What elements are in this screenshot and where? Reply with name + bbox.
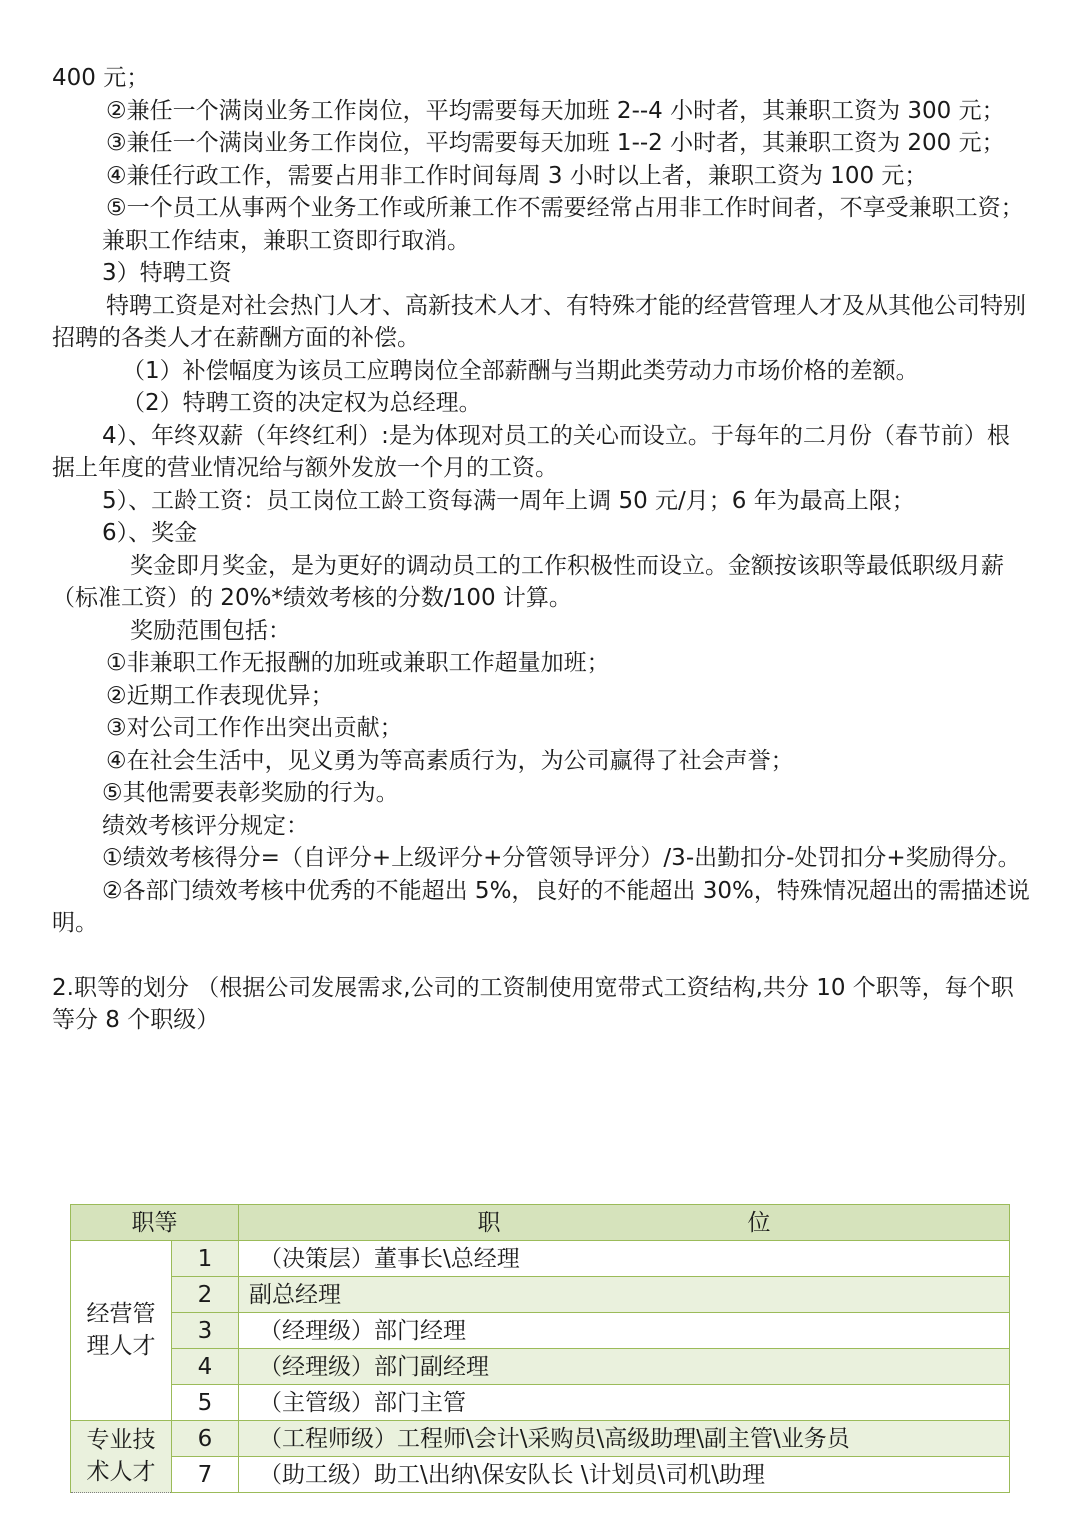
paragraph: （1）补偿幅度为该员工应聘岗位全部薪酬与当期此类劳动力市场价格的差额。 (122, 357, 919, 384)
grade-number: 3 (172, 1313, 239, 1349)
paragraph: 4）、年终双薪（年终红利）:是为体现对员工的关心而设立。于每年的二月份（春节前）根据上年度的营业情况给与额外发放一个月的工资。 (52, 422, 1010, 481)
table-row (71, 1349, 1010, 1385)
table-row (71, 1241, 1010, 1277)
grade-number: 6 (172, 1421, 239, 1457)
paragraph: ④在社会生活中，见义勇为等高素质行为，为公司赢得了社会声誉； (106, 747, 794, 774)
header-position-char-2: 位 (747, 1209, 771, 1236)
grade-number: 1 (172, 1241, 239, 1277)
position-cell: （助工级）助工\出纳\保安队长 \计划员\司机\助理 (239, 1457, 1010, 1493)
paragraph: ①绩效考核得分=（自评分+上级评分+分管领导评分）/3-出勤扣分-处罚扣分+奖励得分。 (102, 845, 1021, 871)
paragraph: （2）特聘工资的决定权为总经理。 (122, 390, 482, 416)
section-heading: 2.职等的划分 （根据公司发展需求,公司的工资制使用宽带式工资结构,共分 10 个职等，每个职等分 8 个职级） (52, 974, 1014, 1033)
category-management (71, 1241, 172, 1421)
position-cell: （经理级）部门经理 (239, 1313, 1010, 1349)
position-cell: （决策层）董事长\总经理 (239, 1241, 1010, 1277)
spacer (52, 940, 1030, 972)
position-cell: （主管级）部门主管 (239, 1385, 1010, 1421)
grade-number: 2 (172, 1277, 239, 1313)
category-technical (71, 1421, 172, 1493)
table-header-row (71, 1205, 1010, 1241)
category-label: 专业技术人才 (86, 1427, 156, 1485)
header-position (239, 1205, 1010, 1241)
paragraph: 奖金即月奖金，是为更好的调动员工的工作积极性而设立。金额按该职等最低职级月薪（标准工资）的 20%*绩效考核的分数/100 计算。 (52, 552, 1004, 611)
paragraph: ③对公司工作作出突出贡献； (106, 715, 403, 741)
table-row (71, 1385, 1010, 1421)
paragraph: ⑤一个员工从事两个业务工作或所兼工作不需要经常占用非工作时间者，不享受兼职工资； (106, 195, 1024, 221)
paragraph: ②兼任一个满岗业务工作岗位，平均需要每天加班 2--4 小时者，其兼职工资为 300 元； (106, 97, 1005, 124)
grade-number: 5 (172, 1385, 239, 1421)
position-cell: （工程师级）工程师\会计\采购员\高级助理\副主管\业务员 (239, 1421, 1010, 1457)
category-label: 经营管理人才 (86, 1301, 156, 1359)
paragraph: 400 元； (52, 65, 150, 91)
paragraph: 兼职工作结束，兼职工资即行取消。 (102, 227, 470, 254)
paragraph: ④兼任行政工作，需要占用非工作时间每周 3 小时以上者，兼职工资为 100 元； (106, 162, 928, 189)
paragraph: 特聘工资是对社会热门人才、高新技术人才、有特殊才能的经营管理人才及从其他公司特别招聘的各类人才在薪酬方面的补偿。 (52, 292, 1026, 351)
paragraph: ②近期工作表现优异； (106, 682, 334, 709)
table-row (71, 1277, 1010, 1313)
header-position-char-1: 职 (477, 1209, 501, 1236)
table-row (71, 1457, 1010, 1493)
paragraph: 奖励范围包括： (130, 617, 291, 644)
position-cell: （经理级）部门副经理 (239, 1349, 1010, 1385)
table-row (71, 1421, 1010, 1457)
grade-number: 4 (172, 1349, 239, 1385)
paragraph: ③兼任一个满岗业务工作岗位，平均需要每天加班 1--2 小时者，其兼职工资为 200 元； (106, 130, 1005, 156)
paragraph: 5）、工龄工资：员工岗位工龄工资每满一周年上调 50 元/月；6 年为最高上限； (102, 487, 915, 514)
grade-table (70, 1204, 1010, 1493)
position-cell: 副总经理 (239, 1277, 1010, 1313)
table-row (71, 1313, 1010, 1349)
paragraph: 3）特聘工资 (102, 260, 232, 286)
paragraph: 6）、奖金 (102, 520, 198, 546)
header-grade: 职等 (71, 1205, 239, 1241)
paragraph: ①非兼职工作无报酬的加班或兼职工作超量加班； (106, 650, 610, 676)
grade-number: 7 (172, 1457, 239, 1493)
paragraph: ②各部门绩效考核中优秀的不能超出 5%，良好的不能超出 30%，特殊情况超出的需描述说明。 (52, 877, 1030, 936)
paragraph: 绩效考核评分规定： (102, 812, 309, 839)
paragraph: ⑤其他需要表彰奖励的行为。 (102, 780, 399, 806)
